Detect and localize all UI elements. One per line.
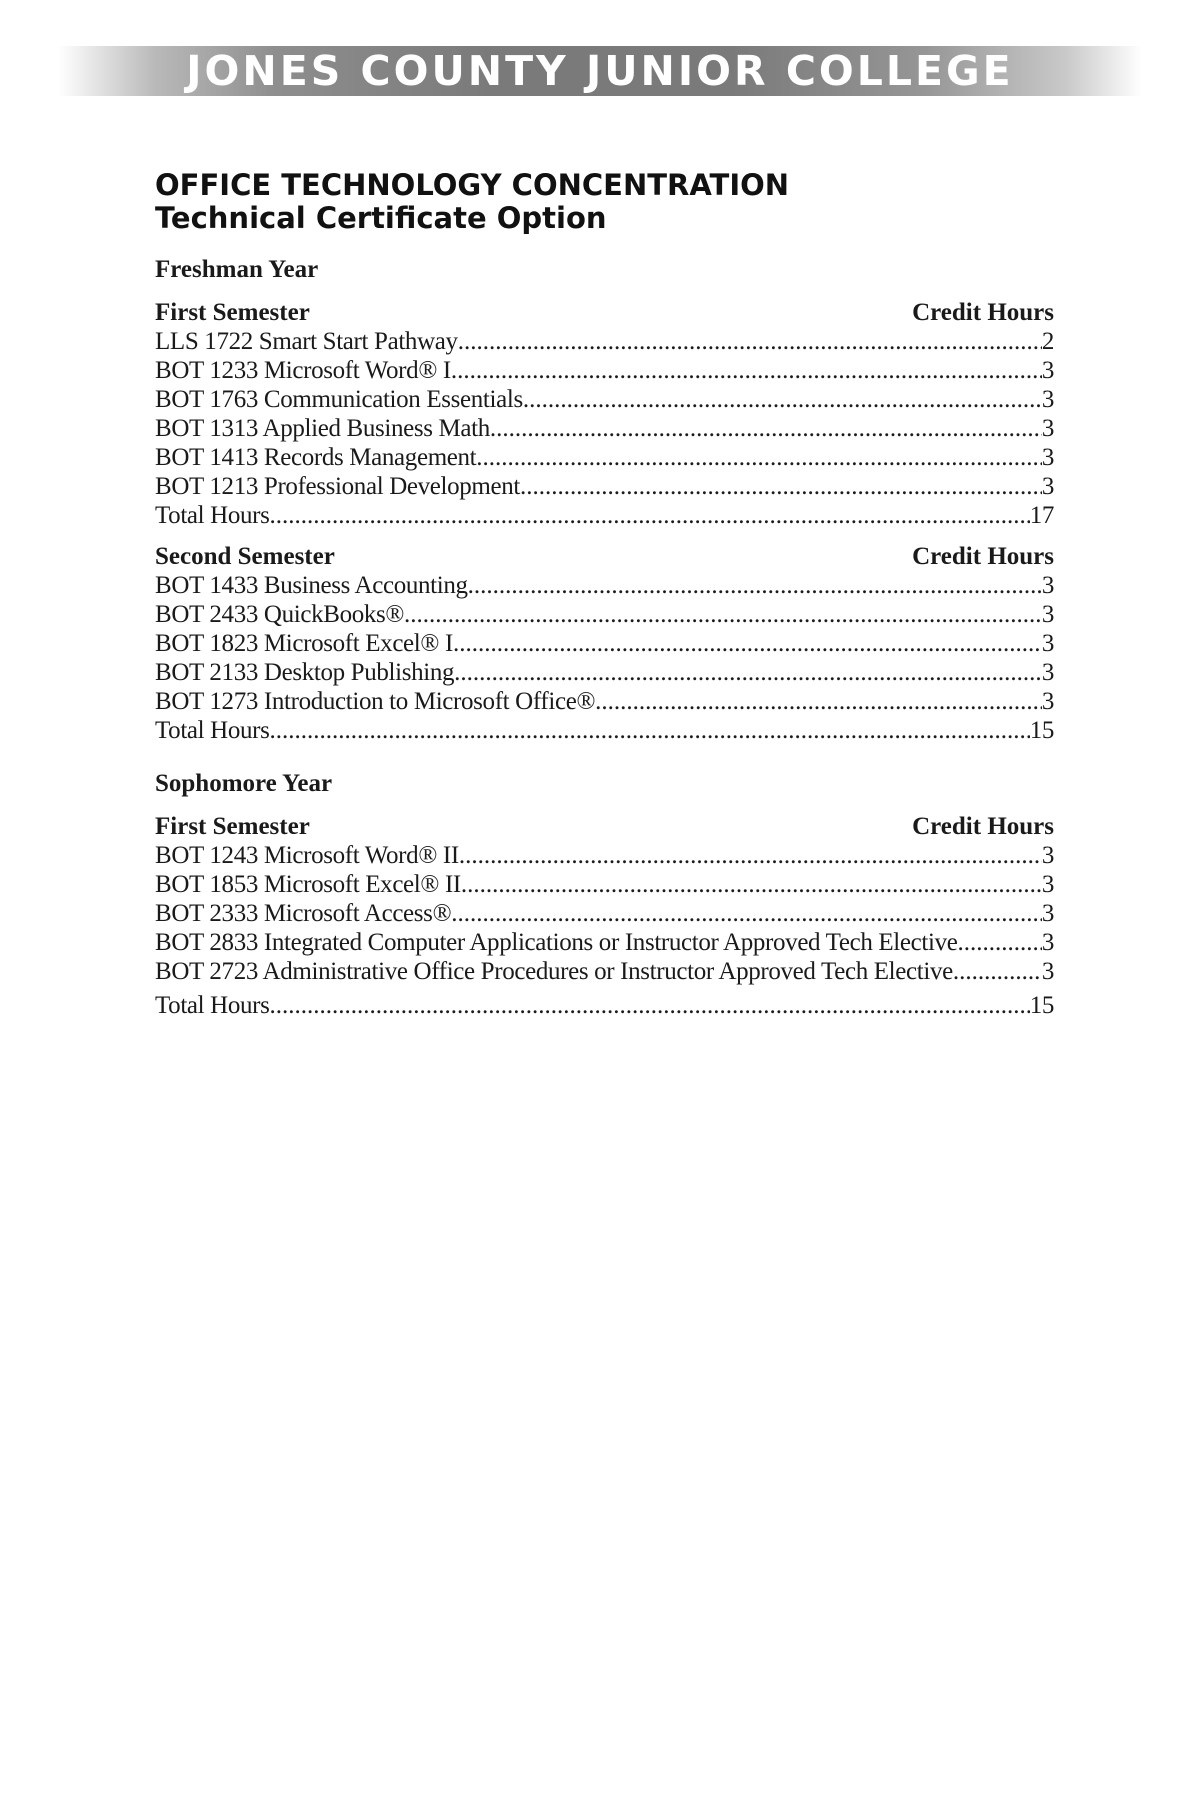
course-name: BOT 1213 Professional Development — [155, 473, 521, 500]
course-hours: 3 — [1041, 900, 1054, 927]
freshman-second-semester — [155, 542, 1054, 745]
semester-header — [155, 298, 1054, 327]
course-name: BOT 1273 Introduction to Microsoft Office® — [155, 688, 596, 715]
dot-leader — [595, 687, 1042, 716]
credit-hours-header: Credit Hours — [912, 543, 1054, 570]
college-name: JONES COUNTY JUNIOR COLLEGE — [186, 46, 1014, 95]
course-row — [155, 356, 1054, 385]
total-hours-value: 15 — [1029, 717, 1054, 744]
course-hours: 3 — [1041, 929, 1054, 956]
course-hours: 3 — [1041, 386, 1054, 413]
semester-header — [155, 812, 1054, 841]
course-row — [155, 899, 1054, 928]
dot-leader — [468, 571, 1042, 600]
sophomore-year-heading: Sophomore Year — [155, 770, 333, 797]
dot-leader — [454, 658, 1042, 687]
total-hours-row — [155, 991, 1054, 1020]
semester-label: Second Semester — [155, 543, 335, 570]
program-subtitle: Technical Certificate Option — [155, 201, 607, 235]
total-hours-label: Total Hours — [155, 717, 270, 744]
course-name: BOT 1823 Microsoft Excel® I — [155, 630, 453, 657]
course-hours: 3 — [1041, 688, 1054, 715]
total-hours-row — [155, 716, 1054, 745]
freshman-year-heading: Freshman Year — [155, 256, 319, 283]
course-hours: 3 — [1041, 415, 1054, 442]
dot-leader — [523, 385, 1042, 414]
course-row — [155, 414, 1054, 443]
course-row — [155, 443, 1054, 472]
freshman-first-semester — [155, 298, 1054, 530]
course-name: BOT 2133 Desktop Publishing — [155, 659, 455, 686]
course-name: LLS 1722 Smart Start Pathway — [155, 328, 458, 355]
course-hours: 3 — [1041, 601, 1054, 628]
course-name: BOT 1313 Applied Business Math — [155, 415, 490, 442]
course-hours: 3 — [1041, 473, 1054, 500]
course-hours: 3 — [1041, 871, 1054, 898]
course-name: BOT 1243 Microsoft Word® II — [155, 842, 459, 869]
course-hours: 3 — [1041, 572, 1054, 599]
dot-leader — [270, 991, 1030, 1020]
total-hours-row — [155, 501, 1054, 530]
college-banner — [58, 46, 1142, 96]
course-name: BOT 1413 Records Management — [155, 444, 477, 471]
course-name: BOT 2833 Integrated Computer Applications or Instructor Approved Tech Elective — [155, 929, 958, 956]
course-row — [155, 841, 1054, 870]
program-title: OFFICE TECHNOLOGY CONCENTRATION — [155, 168, 790, 202]
course-hours: 3 — [1041, 357, 1054, 384]
dot-leader — [957, 928, 1041, 957]
total-hours-label: Total Hours — [155, 502, 270, 529]
course-name: BOT 1853 Microsoft Excel® II — [155, 871, 461, 898]
course-row — [155, 600, 1054, 629]
course-name: BOT 2433 QuickBooks® — [155, 601, 405, 628]
course-row — [155, 687, 1054, 716]
dot-leader — [490, 414, 1042, 443]
semester-label: First Semester — [155, 813, 310, 840]
dot-leader — [451, 899, 1042, 928]
sophomore-first-semester — [155, 812, 1054, 1020]
course-name: BOT 1233 Microsoft Word® I — [155, 357, 451, 384]
dot-leader — [476, 443, 1042, 472]
course-name: BOT 2333 Microsoft Access® — [155, 900, 452, 927]
dot-leader — [520, 472, 1042, 501]
course-row — [155, 928, 1054, 957]
credit-hours-header: Credit Hours — [912, 813, 1054, 840]
course-row — [155, 327, 1054, 356]
dot-leader — [270, 501, 1030, 530]
dot-leader — [453, 629, 1042, 658]
total-hours-label: Total Hours — [155, 992, 270, 1019]
dot-leader — [404, 600, 1042, 629]
course-hours: 3 — [1041, 444, 1054, 471]
dot-leader — [270, 716, 1030, 745]
course-name: BOT 1433 Business Accounting — [155, 572, 468, 599]
course-row — [155, 870, 1054, 899]
course-hours: 3 — [1041, 842, 1054, 869]
dot-leader — [459, 841, 1042, 870]
semester-header — [155, 542, 1054, 571]
semester-label: First Semester — [155, 299, 310, 326]
course-row — [155, 385, 1054, 414]
dot-leader — [953, 957, 1042, 986]
course-row — [155, 658, 1054, 687]
credit-hours-header: Credit Hours — [912, 299, 1054, 326]
course-hours: 3 — [1041, 659, 1054, 686]
total-hours-value: 15 — [1029, 992, 1054, 1019]
course-row — [155, 957, 1054, 986]
course-hours: 3 — [1041, 958, 1054, 985]
curriculum-content — [155, 169, 1054, 1032]
dot-leader — [458, 327, 1042, 356]
course-row — [155, 571, 1054, 600]
course-row — [155, 629, 1054, 658]
course-hours: 3 — [1041, 630, 1054, 657]
course-row — [155, 472, 1054, 501]
course-name: BOT 1763 Communication Essentials — [155, 386, 523, 413]
total-hours-value: 17 — [1029, 502, 1054, 529]
course-hours: 2 — [1041, 328, 1054, 355]
course-name: BOT 2723 Administrative Office Procedures or Instructor Approved Tech Elective — [155, 958, 953, 985]
dot-leader — [451, 356, 1042, 385]
dot-leader — [461, 870, 1042, 899]
